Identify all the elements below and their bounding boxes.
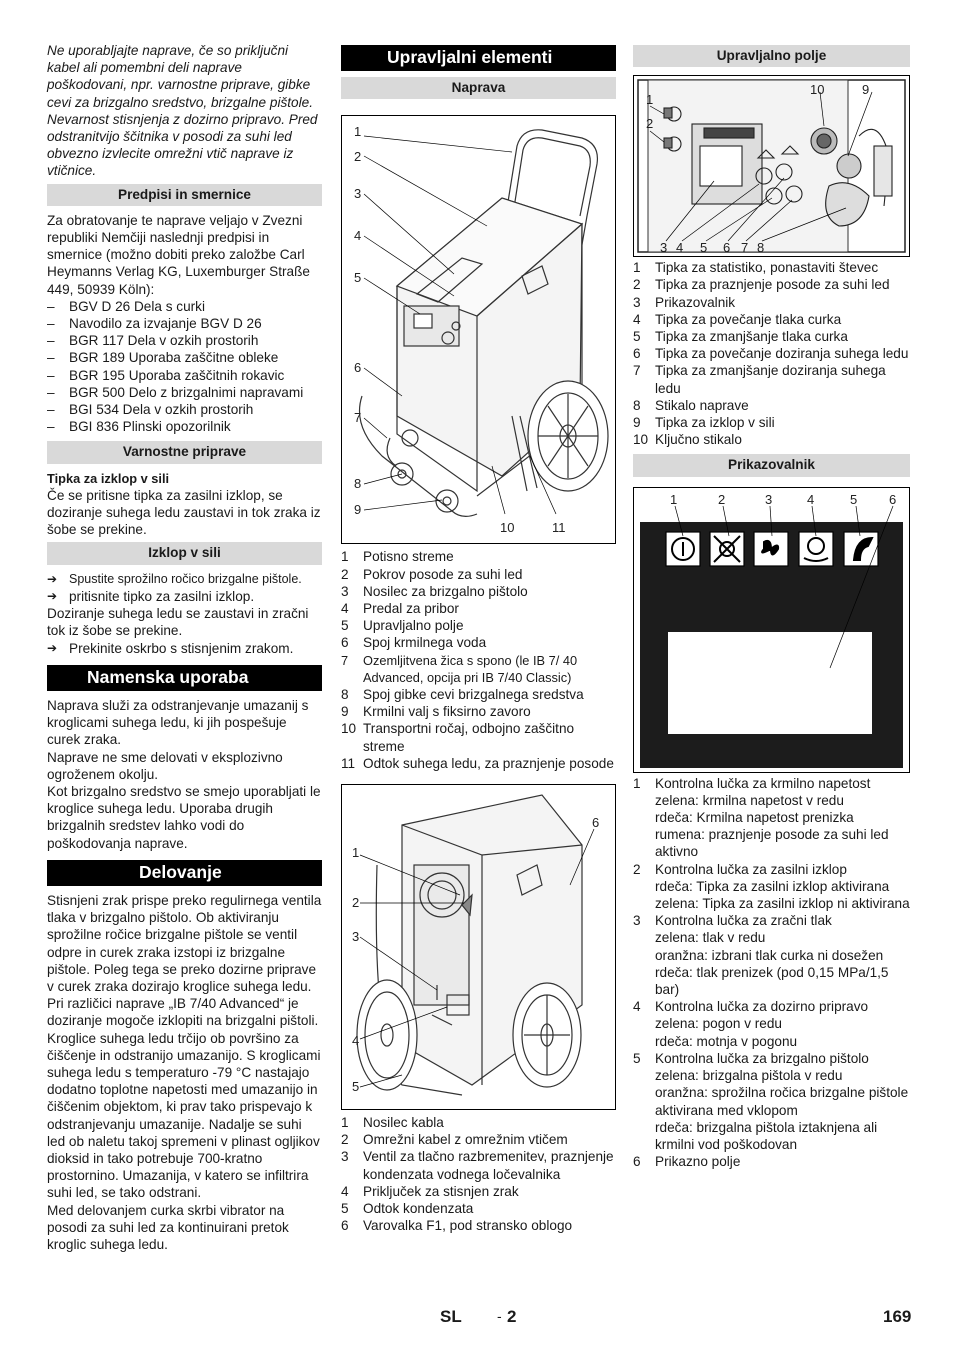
section-naprava: Naprava — [341, 77, 616, 99]
arrow-icon: ➔ — [47, 588, 58, 603]
arrow-icon: ➔ — [47, 640, 58, 655]
section-delovanje: Delovanje — [47, 860, 322, 886]
list-item: 4 Tipka za povečanje tlaka curka — [633, 311, 842, 327]
callout-label: 9 — [862, 82, 870, 98]
list-item: 1 Kontrolna lučka za krmilno napetost zelena: krmilna napetost v redu rdeča: Krmilna napetost prenizka rumena: praznjenje posode za suhi led aktivno — [633, 775, 889, 860]
callout-label: 8 — [354, 476, 362, 492]
callout-label: 1 — [354, 124, 362, 140]
list-item: 2 Tipka za praznjenje posode za suhi led — [633, 277, 890, 293]
callout-label: 1 — [352, 845, 360, 861]
display-legend — [633, 775, 910, 1171]
list-item: 9 Tipka za izklop v sili — [633, 415, 775, 431]
list-item: 10 Ključno stikalo — [633, 432, 742, 448]
list-item: 3 Nosilec za brizgalno pištolo — [341, 583, 528, 599]
control-panel-drawing — [634, 76, 909, 256]
callout-label: 10 — [810, 82, 825, 98]
callout-label: 6 — [592, 815, 600, 831]
list-item: 6 Spoj krmilnega voda — [341, 635, 487, 651]
section-namenska: Namenska uporaba — [47, 665, 322, 691]
callout-label: 1 — [670, 491, 678, 507]
list-item: 7 Tipka za zmanjšanje doziranja suhega ledu — [633, 363, 886, 396]
intro-warning: Ne uporabljajte naprave, če so priključni kabel ali pomembni deli naprave poškodovani, npr. varnostne priprave, gibke cevi za brizgalno sredstvo, brizgalne pištole. Nevarnost stisnjenja z dozirno pripravo. Pred odstranitvijo ščitnika v posodi za suhi led obvezno izvlecite omrežni vtič naprave iz vtičnice. — [47, 43, 318, 179]
list-item: 5 Odtok kondenzata — [341, 1201, 474, 1217]
callout-label: 4 — [807, 491, 815, 507]
callout-label: 7 — [354, 410, 362, 426]
callout-label: 5 — [352, 1079, 360, 1095]
callout-label: 5 — [850, 491, 858, 507]
callout-label: 5 — [700, 240, 708, 256]
delovanje-p1: Stisnjeni zrak prispe preko regulirnega ventila tlaka v brizgalno pištolo. Ob aktiviranju sprožilne ročice brizgalne pištole se ventil odpre in curek zraka izstopi iz brizgalne pištole. Poleg tega se preko dozirne priprave v curek zraka dozirajo kroglice suhega ledu. Pri različici naprave „IB 7/40 Advanced“ je doziranje mogoče izklopiti na brizgalni pištoli. Kroglice suhega ledu trčijo ob površino za čiščenje in odstranijo umazanijo. S kroglicami suhega ledu s temperaturo -79 °C nastajajo dodatno toplotne napetosti med umazanijo in čiščenim objektom, ki prav tako prispevajo k odstranjevanju umazanije. Nadalje se suhi led ob naletu takoj spremeni v plinast ogljikov dioksid in tako potrebuje 700-kratno prostornino. Umazanija, v katero se infiltrira suhi led, se tako odstrani. — [47, 892, 322, 1201]
callout-label: 9 — [354, 502, 362, 518]
list-item: – BGR 195 Uporaba zaščitnih rokavic — [47, 367, 322, 384]
device-front-drawing — [342, 116, 615, 543]
callout-label: 2 — [352, 895, 360, 911]
callout-label: 1 — [646, 92, 654, 108]
izklop-text: Doziranje suhega ledu se zaustavi in zračni tok iz šobe se prekine. — [47, 606, 309, 639]
list-item: 6 Prikazno polje — [633, 1154, 741, 1170]
page-number: 169 — [883, 1307, 912, 1326]
section-predpisi: Predpisi in smernice — [47, 184, 322, 206]
namenska-p1: Naprava služi za odstranjevanje umazanij s kroglicami suhega ledu, ki jih pospešuje curek zraka. — [47, 697, 309, 748]
namenska-p3: Kot brizgalno sredstvo se smejo uporabljati le kroglice suhega ledu. Uporaba drugih brizgalnih sredstev lahko vodi do poškodovanja naprave. — [47, 783, 321, 851]
footer-lang: SL — [440, 1307, 462, 1326]
list-item: 8 Spoj gibke cevi brizgalnega sredstva — [341, 687, 584, 703]
section-upravljalni: Upravljalni elementi — [341, 45, 616, 71]
control-panel-figure — [633, 75, 910, 257]
list-item: 4 Priključek za stisnjen zrak — [341, 1183, 519, 1199]
list-item: 2 Pokrov posode za suhi led — [341, 566, 523, 582]
list-item: 2 Kontrolna lučka za zasilni izklop rdeča: Tipka za zasilni izklop aktivirana zelena: Tipka za zasilni izklop ni aktivirana — [633, 861, 910, 912]
column-2 — [341, 40, 616, 1234]
step-3: ➔ Prekinite oskrbo s stisnjenim zrakom. — [47, 640, 294, 656]
list-item: – BGI 836 Plinski opozorilnik — [47, 418, 322, 435]
callout-label: 3 — [354, 186, 362, 202]
device-parts-list — [341, 548, 616, 772]
list-item: 3 Ventil za tlačno razbremenitev, praznjenje kondenzata vodnega ločevalnika — [341, 1149, 614, 1182]
section-prikazovalnik: Prikazovalnik — [633, 454, 910, 476]
list-item: 5 Upravljalno polje — [341, 618, 464, 634]
control-panel-list — [633, 259, 910, 448]
list-item: – BGR 500 Delo z brizgalnimi napravami — [47, 384, 322, 401]
callout-label: 6 — [889, 491, 897, 507]
footer-dash: - — [497, 1308, 502, 1324]
column-1 — [47, 40, 322, 1253]
callout-label: 3 — [660, 240, 668, 256]
callout-label: 6 — [723, 240, 731, 256]
callout-label: 2 — [718, 491, 726, 507]
callout-label: 4 — [354, 228, 362, 244]
predpisi-list — [47, 298, 322, 436]
list-item: – BGR 189 Uporaba zaščitne obleke — [47, 349, 322, 366]
device-figure-back — [341, 784, 616, 1110]
callout-label: 11 — [552, 520, 566, 536]
list-item: – BGR 117 Dela v ozkih prostorih — [47, 332, 322, 349]
list-item: 4 Kontrolna lučka za dozirno pripravo zelena: pogon v redu rdeča: motnja v pogonu — [633, 999, 869, 1049]
list-item: 1 Potisno streme — [341, 549, 454, 565]
callout-label: 5 — [354, 270, 362, 286]
namenska-p2: Naprave ne sme delovati v eksplozivno ogroženem okolju. — [47, 749, 283, 782]
section-upravljalno-polje: Upravljalno polje — [633, 45, 910, 67]
list-item: 9 Krmilni valj s fiksirno zavoro — [341, 704, 531, 720]
list-item: 11 Odtok suhega ledu, za praznjenje posode — [341, 755, 614, 771]
list-item: 8 Stikalo naprave — [633, 397, 749, 413]
list-item: 6 Tipka za povečanje doziranja suhega ledu — [633, 346, 909, 362]
list-item: – Navodilo za izvajanje BGV D 26 — [47, 315, 322, 332]
list-item: 5 Tipka za zmanjšanje tlaka curka — [633, 329, 848, 345]
column-3 — [633, 40, 910, 1170]
section-varnostne: Varnostne priprave — [47, 441, 322, 463]
callout-label: 4 — [676, 240, 684, 256]
callout-label: 10 — [500, 520, 515, 536]
arrow-icon: ➔ — [47, 571, 58, 586]
list-item: 1 Nosilec kabla — [341, 1115, 444, 1131]
device-back-list — [341, 1114, 616, 1234]
list-item: 6 Varovalka F1, pod stransko oblogo — [341, 1218, 573, 1234]
callout-label: 8 — [757, 240, 765, 256]
callout-label: 7 — [741, 240, 749, 256]
list-item: 3 Prikazovalnik — [633, 294, 736, 310]
list-item: 10 Transportni ročaj, odbojno zaščitno streme — [341, 721, 575, 754]
callout-label: 4 — [352, 1033, 360, 1049]
list-item: 2 Omrežni kabel z omrežnim vtičem — [341, 1132, 568, 1148]
list-item: – BGV D 26 Dela s curki — [47, 298, 322, 315]
callout-label: 3 — [352, 929, 360, 945]
tipka-text: Če se pritisne tipka za zasilni izklop, se doziranje suhega ledu zaustavi in tok zraka iz šobe se prekine. — [47, 487, 321, 538]
callout-label: 2 — [646, 116, 654, 132]
callout-label: 6 — [354, 360, 362, 376]
delovanje-p2: Med delovanjem curka skrbi vibrator na posodi za suhi led za kontinuirani pretok kroglic suhega ledu. — [47, 1202, 289, 1252]
step-2: ➔ pritisnite tipko za zasilni izklop. — [47, 588, 255, 604]
display-drawing — [634, 488, 909, 772]
callout-label: 3 — [765, 491, 773, 507]
list-item: 4 Predal za pribor — [341, 601, 459, 617]
device-figure-front — [341, 115, 616, 544]
callout-label: 2 — [354, 149, 362, 165]
list-item: 5 Kontrolna lučka za brizgalno pištolo zelena: brizgalna pištola v redu oranžna: sprožilna ročica brizgalne pištole aktivirana med vklopom rdeča: brizgalna pištola iztaknjena ali krmilni vod poškodovan — [633, 1050, 909, 1152]
list-item: 1 Tipka za statistiko, ponastaviti števec — [633, 260, 879, 276]
section-izklop: Izklop v sili — [47, 542, 322, 564]
predpisi-text: Za obratovanje te naprave veljajo v Zvezni republiki Nemčiji naslednji predpisi in smernice (možno dobiti preko založbe Carl Heymanns Verlag KG, Luxemburger Straße 449, 50939 Köln): — [47, 212, 310, 297]
footer-num: 2 — [507, 1307, 517, 1326]
list-item: 7 Ozemljitvena žica s spono (le IB 7/ 40 Advanced, opcija pri IB 7/40 Classic) — [341, 652, 578, 685]
device-back-drawing — [342, 785, 615, 1109]
tipka-heading: Tipka za izklop v sili — [47, 470, 170, 486]
list-item: – BGI 534 Dela v ozkih prostorih — [47, 401, 322, 418]
step-1: ➔ Spustite sprožilno ročico brizgalne pištole. — [47, 571, 322, 588]
list-item: 3 Kontrolna lučka za zračni tlak zelena: tlak v redu oranžna: izbrani tlak curka ni dosežen rdeča: tlak prenizek (pod 0,15 MPa/1,5 bar) — [633, 913, 889, 998]
display-figure — [633, 487, 910, 773]
